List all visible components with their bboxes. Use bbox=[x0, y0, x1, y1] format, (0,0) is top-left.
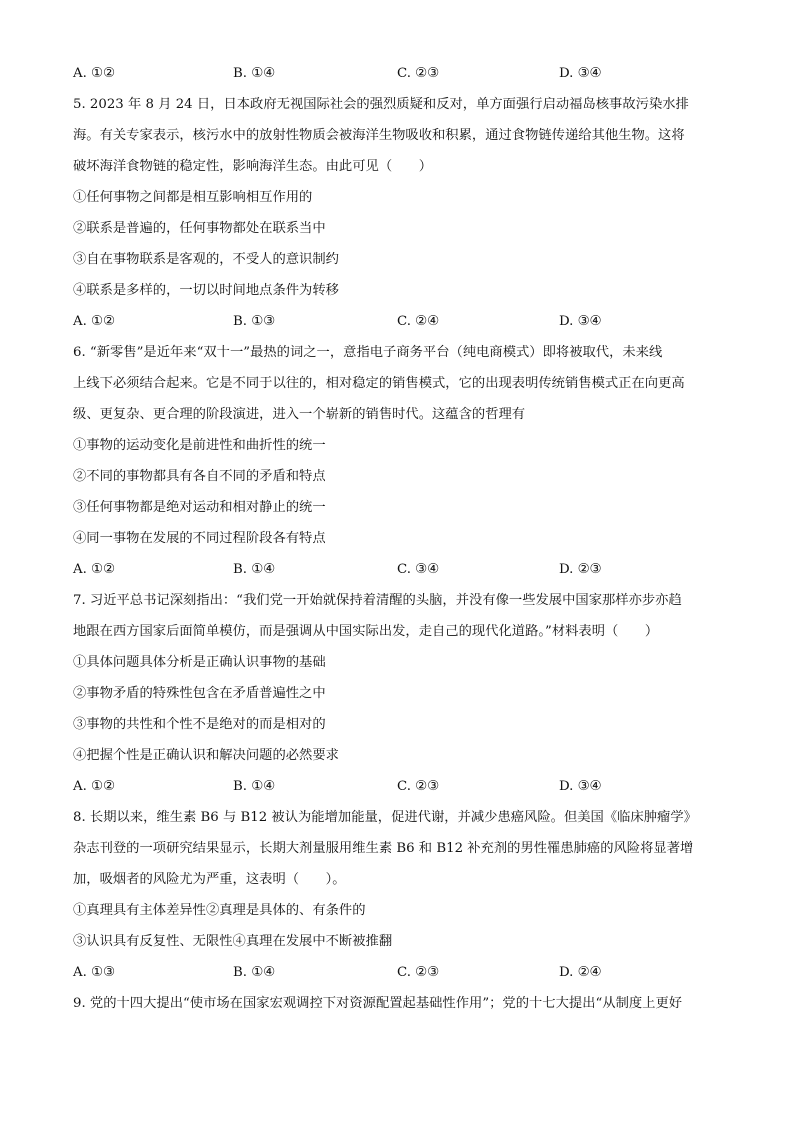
statement-item: ④联系是多样的，一切以时间地点条件为转移 bbox=[73, 283, 339, 298]
answer-options bbox=[73, 957, 733, 988]
option-d: D. ②④ bbox=[559, 965, 602, 980]
question-stem: 破坏海洋食物链的稳定性，影响海洋生态。由此可见（ ） bbox=[73, 159, 433, 174]
question-stem: 地跟在西方国家后面简单模仿，而是强调从中国实际出发，走自己的现代化道路。”材料表明（ ） bbox=[73, 624, 659, 639]
question-stem: 上线下必须结合起来。它是不同于以往的，相对稳定的销售模式，它的出现表明传统销售模式正在向更高 bbox=[73, 376, 685, 391]
statement-item: ①事物的运动变化是前进性和曲折性的统一 bbox=[73, 438, 326, 453]
question-stem: 5. 2023 年 8 月 24 日，日本政府无视国际社会的强烈质疑和反对，单方面强行启动福岛核事故污染水排 bbox=[73, 97, 689, 112]
option-d: D. ③④ bbox=[559, 66, 602, 81]
answer-options bbox=[73, 771, 733, 802]
statement-item: ③自在事物联系是客观的，不受人的意识制约 bbox=[73, 252, 339, 267]
option-a: A. ①② bbox=[73, 562, 115, 577]
option-c: C. ②③ bbox=[397, 779, 439, 794]
statement-item: ①真理具有主体差异性②真理是具体的、有条件的 bbox=[73, 903, 366, 918]
statement-item: ①任何事物之间都是相互影响相互作用的 bbox=[73, 190, 313, 205]
option-d: D. ②③ bbox=[559, 562, 602, 577]
question-stem: 8. 长期以来，维生素 B6 与 B12 被认为能增加能量，促进代谢，并减少患癌风险。但美国《临床肿瘤学》 bbox=[73, 810, 697, 825]
document-page bbox=[73, 58, 733, 1019]
question-stem: 杂志刊登的一项研究结果显示，长期大剂量服用维生素 B6 和 B12 补充剂的男性罹患肺癌的风险将显著增 bbox=[73, 841, 694, 856]
option-a: A. ①② bbox=[73, 314, 115, 329]
question-stem: 9. 党的十四大提出“使市场在国家宏观调控下对资源配置起基础性作用”；党的十七大提出“从制度上更好 bbox=[73, 996, 683, 1011]
option-b: B. ①④ bbox=[233, 779, 276, 794]
statement-item: ③认识具有反复性、无限性④真理在发展中不断被推翻 bbox=[73, 934, 393, 949]
option-b: B. ①④ bbox=[233, 562, 276, 577]
option-a: A. ①② bbox=[73, 66, 115, 81]
answer-options bbox=[73, 58, 733, 89]
statement-item: ①具体问题具体分析是正确认识事物的基础 bbox=[73, 655, 326, 670]
option-b: B. ①③ bbox=[233, 314, 276, 329]
option-b: B. ①④ bbox=[233, 965, 276, 980]
option-a: A. ①③ bbox=[73, 965, 115, 980]
option-c: C. ②③ bbox=[397, 66, 439, 81]
question-stem: 6. “新零售”是近年来“双十一”最热的词之一，意指电子商务平台（纯电商模式）即将被取代，未来线 bbox=[73, 345, 663, 360]
question-stem: 级、更复杂、更合理的阶段演进，进入一个崭新的销售时代。这蕴含的哲理有 bbox=[73, 407, 526, 422]
option-c: C. ③④ bbox=[397, 562, 439, 577]
option-c: C. ②④ bbox=[397, 314, 439, 329]
answer-options bbox=[73, 306, 733, 337]
option-d: D. ③④ bbox=[559, 314, 602, 329]
option-d: D. ③④ bbox=[559, 779, 602, 794]
question-stem: 海。有关专家表示，核污水中的放射性物质会被海洋生物吸收和积累，通过食物链传递给其他生物。这将 bbox=[73, 128, 685, 143]
option-a: A. ①② bbox=[73, 779, 115, 794]
statement-item: ③任何事物都是绝对运动和相对静止的统一 bbox=[73, 500, 326, 515]
statement-item: ④同一事物在发展的不同过程阶段各有特点 bbox=[73, 531, 326, 546]
statement-item: ②联系是普遍的，任何事物都处在联系当中 bbox=[73, 221, 326, 236]
statement-item: ②不同的事物都具有各自不同的矛盾和特点 bbox=[73, 469, 326, 484]
option-b: B. ①④ bbox=[233, 66, 276, 81]
option-c: C. ②③ bbox=[397, 965, 439, 980]
question-stem: 加，吸烟者的风险尤为严重，这表明（ ）。 bbox=[73, 872, 346, 887]
answer-options bbox=[73, 554, 733, 585]
question-stem: 7. 习近平总书记深刻指出：“我们党一开始就保持着清醒的头脑，并没有像一些发展中国家那样亦步亦趋 bbox=[73, 593, 682, 608]
statement-item: ③事物的共性和个性不是绝对的而是相对的 bbox=[73, 717, 326, 732]
statement-item: ②事物矛盾的特殊性包含在矛盾普遍性之中 bbox=[73, 686, 326, 701]
statement-item: ④把握个性是正确认识和解决问题的必然要求 bbox=[73, 748, 339, 763]
